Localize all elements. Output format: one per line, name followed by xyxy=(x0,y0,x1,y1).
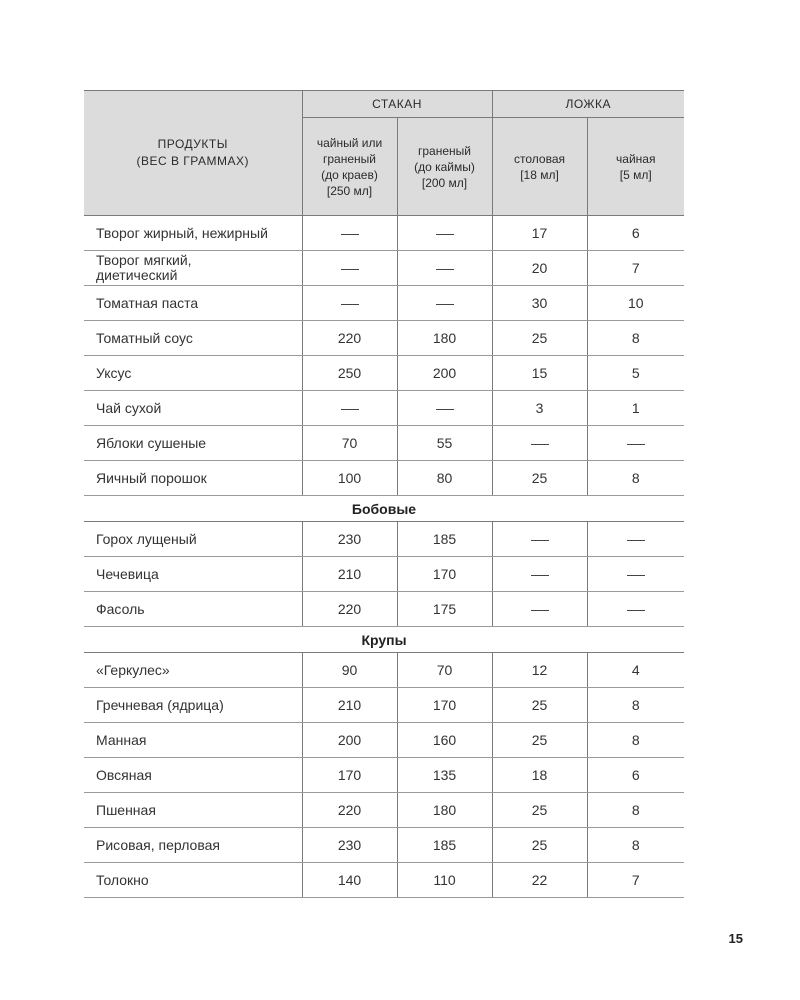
measure-value: 160 xyxy=(397,723,492,758)
dash-mark xyxy=(436,409,454,410)
empty-value xyxy=(397,216,492,251)
product-name: Манная xyxy=(84,723,302,758)
empty-value xyxy=(492,522,587,557)
product-name: Овсяная xyxy=(84,758,302,793)
empty-value xyxy=(587,557,684,592)
product-name: Уксус xyxy=(84,356,302,391)
empty-value xyxy=(492,592,587,627)
measure-value: 25 xyxy=(492,461,587,496)
measure-value: 185 xyxy=(397,828,492,863)
product-name: Яичный порошок xyxy=(84,461,302,496)
measure-value: 8 xyxy=(587,723,684,758)
product-name: Яблоки сушеные xyxy=(84,426,302,461)
measure-value: 100 xyxy=(302,461,397,496)
measure-value: 1 xyxy=(587,391,684,426)
table-row xyxy=(84,356,684,391)
measure-value: 200 xyxy=(302,723,397,758)
measure-value: 170 xyxy=(397,557,492,592)
table-row xyxy=(84,286,684,321)
dash-mark xyxy=(341,234,359,235)
table-row xyxy=(84,723,684,758)
empty-value xyxy=(302,216,397,251)
table-row xyxy=(84,321,684,356)
measure-value: 170 xyxy=(397,688,492,723)
measure-value: 8 xyxy=(587,688,684,723)
table-row xyxy=(84,592,684,627)
section-row xyxy=(84,496,684,522)
dash-mark xyxy=(627,540,645,541)
dash-mark xyxy=(627,610,645,611)
empty-value xyxy=(492,557,587,592)
section-title: Крупы xyxy=(84,627,684,653)
measure-value: 135 xyxy=(397,758,492,793)
glass-group-header: СТАКАН xyxy=(302,91,492,118)
table-row xyxy=(84,461,684,496)
table-row xyxy=(84,216,684,251)
measure-value: 8 xyxy=(587,461,684,496)
dash-mark xyxy=(531,610,549,611)
table-body xyxy=(84,216,684,898)
product-name: Томатный соус xyxy=(84,321,302,356)
dash-mark xyxy=(627,575,645,576)
dash-mark xyxy=(531,540,549,541)
product-name: Гречневая (ядрица) xyxy=(84,688,302,723)
dash-mark xyxy=(341,304,359,305)
table-header xyxy=(84,91,684,216)
measure-value: 180 xyxy=(397,793,492,828)
measure-value: 25 xyxy=(492,688,587,723)
empty-value xyxy=(397,251,492,286)
measure-value: 8 xyxy=(587,828,684,863)
product-name: Рисовая, перловая xyxy=(84,828,302,863)
empty-value xyxy=(397,286,492,321)
dash-mark xyxy=(436,234,454,235)
measure-value: 18 xyxy=(492,758,587,793)
product-name: Томатная паста xyxy=(84,286,302,321)
measure-value: 10 xyxy=(587,286,684,321)
table-row xyxy=(84,391,684,426)
spoon-table-header: столовая [18 мл] xyxy=(492,118,587,216)
measure-value: 3 xyxy=(492,391,587,426)
measure-value: 25 xyxy=(492,828,587,863)
measure-value: 185 xyxy=(397,522,492,557)
measure-value: 20 xyxy=(492,251,587,286)
table-row xyxy=(84,557,684,592)
measure-value: 70 xyxy=(397,653,492,688)
table-row xyxy=(84,828,684,863)
measure-value: 80 xyxy=(397,461,492,496)
measure-value: 12 xyxy=(492,653,587,688)
measure-value: 230 xyxy=(302,828,397,863)
empty-value xyxy=(587,592,684,627)
measure-value: 6 xyxy=(587,216,684,251)
measure-value: 8 xyxy=(587,321,684,356)
measure-value: 8 xyxy=(587,793,684,828)
measure-value: 70 xyxy=(302,426,397,461)
product-name: Толокно xyxy=(84,863,302,898)
measure-value: 220 xyxy=(302,321,397,356)
glass-faceted-header: граненый (до каймы) [200 мл] xyxy=(397,118,492,216)
empty-value xyxy=(492,426,587,461)
measure-value: 180 xyxy=(397,321,492,356)
product-name: Пшенная xyxy=(84,793,302,828)
dash-mark xyxy=(531,444,549,445)
measure-value: 15 xyxy=(492,356,587,391)
section-title: Бобовые xyxy=(84,496,684,522)
measure-value: 220 xyxy=(302,793,397,828)
product-name: Чай сухой xyxy=(84,391,302,426)
dash-mark xyxy=(531,575,549,576)
product-name: Горох лущеный xyxy=(84,522,302,557)
empty-value xyxy=(587,426,684,461)
measure-value: 30 xyxy=(492,286,587,321)
empty-value xyxy=(302,251,397,286)
measure-value: 22 xyxy=(492,863,587,898)
table-row xyxy=(84,758,684,793)
product-name: Чечевица xyxy=(84,557,302,592)
measure-value: 110 xyxy=(397,863,492,898)
measure-value: 140 xyxy=(302,863,397,898)
table-row xyxy=(84,426,684,461)
product-name: Фасоль xyxy=(84,592,302,627)
section-row xyxy=(84,627,684,653)
product-name: «Геркулес» xyxy=(84,653,302,688)
table-row xyxy=(84,688,684,723)
measure-value: 175 xyxy=(397,592,492,627)
dash-mark xyxy=(341,269,359,270)
measure-value: 5 xyxy=(587,356,684,391)
page-number: 15 xyxy=(728,931,743,946)
measure-value: 17 xyxy=(492,216,587,251)
measure-value: 170 xyxy=(302,758,397,793)
measure-value: 200 xyxy=(397,356,492,391)
dash-mark xyxy=(341,409,359,410)
measures-table xyxy=(84,90,684,898)
spoon-tea-header: чайная [5 мл] xyxy=(587,118,684,216)
measure-value: 25 xyxy=(492,793,587,828)
empty-value xyxy=(397,391,492,426)
table-row xyxy=(84,653,684,688)
measure-value: 4 xyxy=(587,653,684,688)
glass-tea-header: чайный или граненый (до краев) [250 мл] xyxy=(302,118,397,216)
dash-mark xyxy=(436,269,454,270)
measure-value: 210 xyxy=(302,688,397,723)
dash-mark xyxy=(436,304,454,305)
measure-value: 25 xyxy=(492,321,587,356)
product-name: Творог мягкий, диетический xyxy=(84,251,302,286)
measure-value: 55 xyxy=(397,426,492,461)
table-row xyxy=(84,522,684,557)
products-header: ПРОДУКТЫ (ВЕС В ГРАММАХ) xyxy=(84,91,302,216)
empty-value xyxy=(587,522,684,557)
measure-value: 220 xyxy=(302,592,397,627)
measure-value: 6 xyxy=(587,758,684,793)
measure-value: 7 xyxy=(587,863,684,898)
spoon-group-header: ЛОЖКА xyxy=(492,91,684,118)
measure-value: 7 xyxy=(587,251,684,286)
measure-value: 210 xyxy=(302,557,397,592)
dash-mark xyxy=(627,444,645,445)
table-row xyxy=(84,863,684,898)
measure-value: 90 xyxy=(302,653,397,688)
product-name: Творог жирный, нежирный xyxy=(84,216,302,251)
empty-value xyxy=(302,286,397,321)
measure-value: 250 xyxy=(302,356,397,391)
table-row xyxy=(84,251,684,286)
empty-value xyxy=(302,391,397,426)
measure-value: 25 xyxy=(492,723,587,758)
table-row xyxy=(84,793,684,828)
measure-value: 230 xyxy=(302,522,397,557)
